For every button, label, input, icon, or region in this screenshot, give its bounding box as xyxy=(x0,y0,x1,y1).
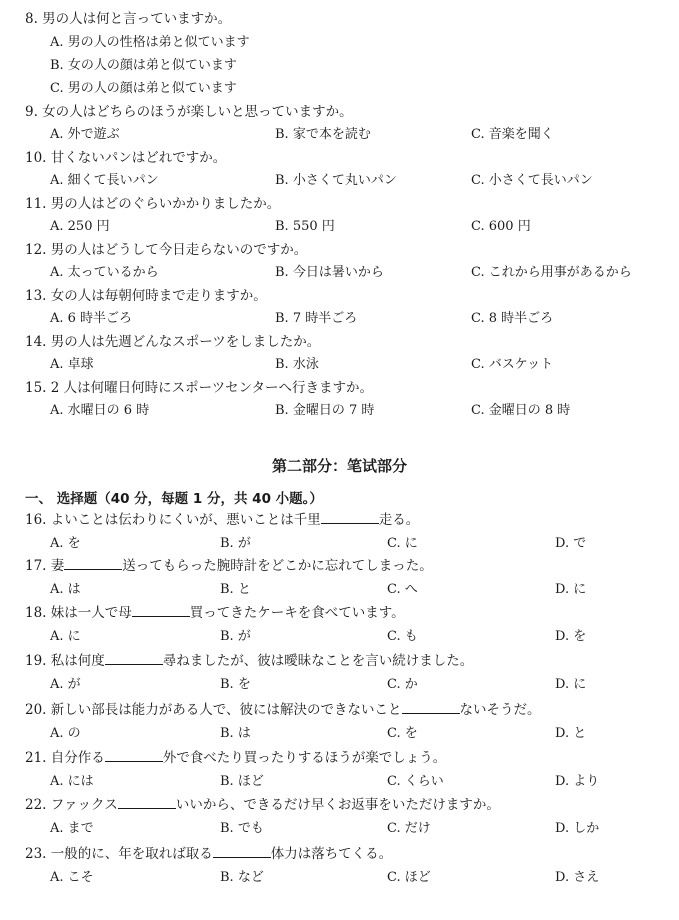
question-16-option-b: B. が xyxy=(220,536,251,551)
question-16-option-a: A. を xyxy=(50,536,81,551)
question-19-text-after: 尋ねましたが、彼は曖昧なことを言い続けました。 xyxy=(162,653,474,669)
question-12-options xyxy=(50,264,671,282)
question-17-option-c: C. へ xyxy=(387,582,418,597)
question-16 xyxy=(25,511,419,529)
question-15: 15. 2 人は何曜日何時にスポーツセンターへ行きますか。 xyxy=(25,380,374,396)
question-21-text-before: 21. 自分作る xyxy=(25,750,105,766)
question-23 xyxy=(25,845,392,863)
question-13-option-a: A. 6 時半ごろ xyxy=(50,311,133,326)
question-18-option-a: A. に xyxy=(50,629,81,644)
question-14-option-c: C. バスケット xyxy=(471,357,554,372)
question-12: 12. 男の人はどうして今日走らないのですか。 xyxy=(25,242,308,258)
question-13-option-c: C. 8 時半ごろ xyxy=(471,311,554,326)
section-title: 第二部分：笔试部分 xyxy=(271,457,407,475)
question-21-blank xyxy=(105,749,163,762)
question-23-text-after: 体力は落ちてくる。 xyxy=(270,846,393,862)
question-20-text-before: 20. 新しい部長は能力がある人で、彼には解決のできないこと xyxy=(25,702,402,718)
question-18-text-after: 買ってきたケーキを食べています。 xyxy=(189,605,405,621)
question-19 xyxy=(25,652,473,670)
question-14-option-a: A. 卓球 xyxy=(50,357,94,372)
question-13-options xyxy=(50,310,671,328)
question-18-option-d: D. を xyxy=(555,629,587,644)
question-11-option-a: A. 250 円 xyxy=(50,219,110,234)
question-22-blank xyxy=(118,796,176,809)
question-8-option-b: B. 女の人の顔は弟と似ています xyxy=(50,58,237,73)
question-23-option-b: B. など xyxy=(220,870,264,885)
question-18 xyxy=(25,604,405,622)
question-15-option-c: C. 金曜日の 8 時 xyxy=(471,403,571,418)
question-10-options xyxy=(50,172,671,190)
question-21-option-b: B. ほど xyxy=(220,774,264,789)
question-23-blank xyxy=(213,845,271,858)
question-14-options xyxy=(50,356,671,374)
question-20-text-after: ないそうだ。 xyxy=(459,702,541,718)
question-19-options xyxy=(50,676,671,694)
question-18-option-b: B. が xyxy=(220,629,251,644)
question-21 xyxy=(25,749,446,767)
section-subtitle: 一、 选择题（40 分，每题 1 分，共 40 小题。） xyxy=(25,491,323,507)
question-19-option-c: C. か xyxy=(387,677,418,692)
question-11-option-c: C. 600 円 xyxy=(471,219,531,234)
question-17-option-b: B. と xyxy=(220,582,251,597)
question-9-option-b: B. 家で本を読む xyxy=(275,127,371,142)
question-23-option-c: C. ほど xyxy=(387,870,431,885)
question-16-blank xyxy=(321,511,379,524)
question-10-option-a: A. 細くて長いパン xyxy=(50,173,159,188)
question-10-option-b: B. 小さくて丸いパン xyxy=(275,173,397,188)
question-17-text-before: 17. 妻 xyxy=(25,558,65,574)
question-21-option-c: C. くらい xyxy=(387,774,444,789)
question-12-option-c: C. これから用事があるから xyxy=(471,265,632,280)
question-9-option-a: A. 外で遊ぶ xyxy=(50,127,120,142)
question-20-option-c: C. を xyxy=(387,726,418,741)
question-9: 9. 女の人はどちらのほうが楽しいと思っていますか。 xyxy=(25,104,353,120)
question-23-option-a: A. こそ xyxy=(50,870,94,885)
question-16-options xyxy=(50,535,671,553)
question-20-option-d: D. と xyxy=(555,726,587,741)
question-19-option-d: D. に xyxy=(555,677,587,692)
question-20-option-a: A. の xyxy=(50,726,81,741)
question-22-option-d: D. しか xyxy=(555,821,600,836)
question-16-text-after: 走る。 xyxy=(378,512,420,528)
question-14: 14. 男の人は先週どんなスポーツをしましたか。 xyxy=(25,334,321,350)
question-17-option-d: D. に xyxy=(555,582,587,597)
question-18-blank xyxy=(132,604,190,617)
question-22-option-a: A. まで xyxy=(50,821,94,836)
question-12-option-b: B. 今日は暑いから xyxy=(275,265,384,280)
question-10: 10. 甘くないパンはどれですか。 xyxy=(25,150,227,166)
question-15-options xyxy=(50,402,671,420)
question-17-text-after: 送ってもらった腕時計をどこかに忘れてしまった。 xyxy=(122,558,433,574)
question-11: 11. 男の人はどのぐらいかかりましたか。 xyxy=(25,196,281,212)
question-15-option-b: B. 金曜日の 7 時 xyxy=(275,403,375,418)
question-17-option-a: A. は xyxy=(50,582,81,597)
question-13: 13. 女の人は毎朝何時まで走りますか。 xyxy=(25,288,267,304)
question-20-blank xyxy=(402,701,460,714)
question-19-option-a: A. が xyxy=(50,677,81,692)
question-14-option-b: B. 水泳 xyxy=(275,357,319,372)
question-16-option-d: D. で xyxy=(555,536,587,551)
question-9-options xyxy=(50,126,671,144)
question-12-option-a: A. 太っているから xyxy=(50,265,159,280)
question-22-option-b: B. でも xyxy=(220,821,264,836)
question-23-option-d: D. さえ xyxy=(555,870,600,885)
question-18-options xyxy=(50,628,671,646)
question-16-option-c: C. に xyxy=(387,536,418,551)
question-20-options xyxy=(50,725,671,743)
question-8: 8. 男の人は何と言っていますか。 xyxy=(25,11,232,27)
question-11-options xyxy=(50,218,671,236)
question-13-option-b: B. 7 時半ごろ xyxy=(275,311,358,326)
question-22-option-c: C. だけ xyxy=(387,821,431,836)
question-8-option-c: C. 男の人の顔は弟と似ています xyxy=(50,81,237,96)
question-21-options xyxy=(50,773,671,791)
question-23-text-before: 23. 一般的に、年を取れば取る xyxy=(25,846,213,862)
question-19-option-b: B. を xyxy=(220,677,251,692)
question-21-option-a: A. には xyxy=(50,774,94,789)
question-22 xyxy=(25,796,500,814)
question-22-text-before: 22. ファックス xyxy=(25,797,118,813)
question-22-options xyxy=(50,820,671,838)
question-17 xyxy=(25,557,433,575)
question-15-option-a: A. 水曜日の 6 時 xyxy=(50,403,150,418)
question-16-text-before: 16. よいことは伝わりにくいが、悪いことは千里 xyxy=(25,512,321,528)
question-9-option-c: C. 音楽を聞く xyxy=(471,127,554,142)
question-18-option-c: C. も xyxy=(387,629,418,644)
question-21-text-after: 外で食べたり買ったりするほうが楽でしょう。 xyxy=(162,750,447,766)
question-21-option-d: D. より xyxy=(555,774,600,789)
question-20 xyxy=(25,701,541,719)
question-11-option-b: B. 550 円 xyxy=(275,219,335,234)
question-22-text-after: いいから、できるだけ早くお返事をいただけますか。 xyxy=(175,797,500,813)
question-20-option-b: B. は xyxy=(220,726,251,741)
question-18-text-before: 18. 妹は一人で母 xyxy=(25,605,132,621)
question-17-blank xyxy=(64,557,122,570)
question-23-options xyxy=(50,869,671,887)
question-8-option-a: A. 男の人の性格は弟と似ています xyxy=(50,35,250,50)
question-19-text-before: 19. 私は何度 xyxy=(25,653,105,669)
question-19-blank xyxy=(105,652,163,665)
question-10-option-c: C. 小さくて長いパン xyxy=(471,173,593,188)
question-17-options xyxy=(50,581,671,599)
